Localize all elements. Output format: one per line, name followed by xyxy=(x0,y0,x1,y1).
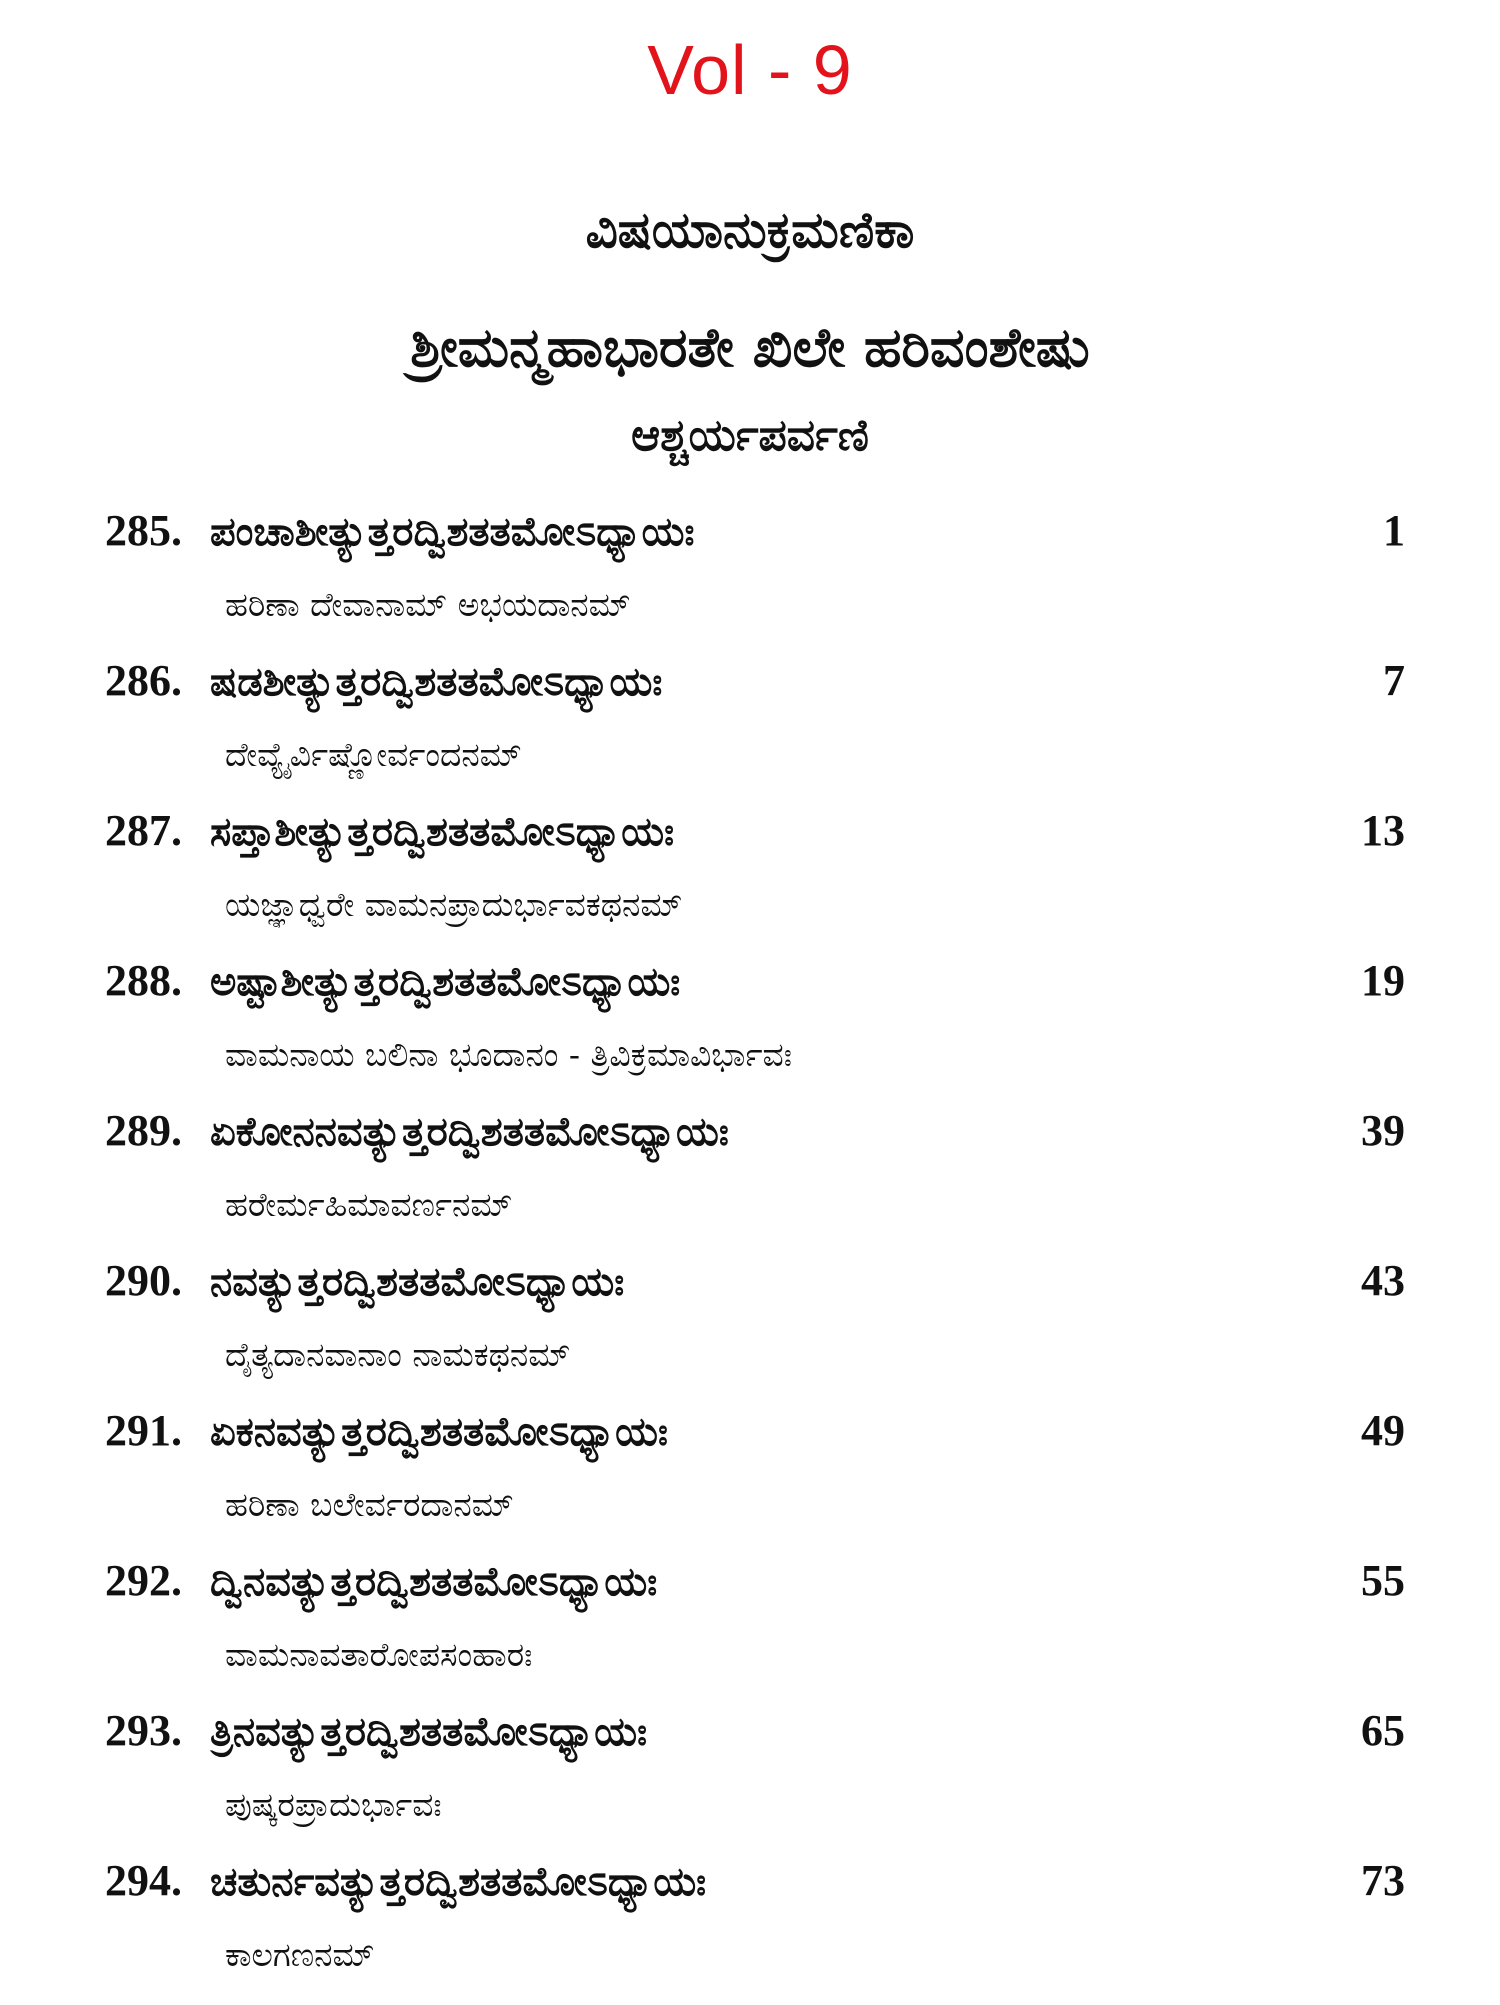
chapter-number: 287. xyxy=(105,806,182,855)
toc-entry xyxy=(105,1555,1405,1705)
chapter-title: ಚತುರ್ನವತ್ಯುತ್ತರದ್ವಿಶತತಮೋಽಧ್ಯಾಯಃ xyxy=(210,1858,707,1905)
toc-entry xyxy=(105,655,1405,805)
contents-heading: ವಿಷಯಾನುಕ್ರಮಣಿಕಾ xyxy=(585,200,915,259)
chapter-subtitle: ಹರೇರ್ಮಹಿಮಾವರ್ಣನಮ್ xyxy=(225,1185,513,1224)
toc-entry xyxy=(105,505,1405,655)
chapter-subtitle: ಯಜ್ಞಾಧ್ವರೇ ವಾಮನಪ್ರಾದುರ್ಭಾವಕಥನಮ್ xyxy=(225,885,683,924)
book-subheading: ಶ್ರೀಮನ್ಮಹಾಭಾರತೇ ಖಿಲೇ ಹರಿವಂಶೇಷು xyxy=(410,315,1090,379)
chapter-subtitle: ಪುಷ್ಕರಪ್ರಾದುರ್ಭಾವಃ xyxy=(225,1785,442,1824)
toc-entry xyxy=(105,1105,1405,1255)
chapter-title: ಅಷ್ಟಾಶೀತ್ಯುತ್ತರದ್ವಿಶತತಮೋಽಧ್ಯಾಯಃ xyxy=(210,958,681,1005)
page-number: 43 xyxy=(1361,1256,1405,1305)
toc-entry xyxy=(105,1705,1405,1855)
chapter-subtitle: ದೇವ್ಯೈರ್ವಿಷ್ಣೋರ್ವಂದನಮ್ xyxy=(225,735,522,774)
chapter-title: ಷಡಶೀತ್ಯುತ್ತರದ್ವಿಶತತಮೋಽಧ್ಯಾಯಃ xyxy=(210,658,663,705)
chapter-subtitle: ವಾಮನಾವತಾರೋಪಸಂಹಾರಃ xyxy=(225,1635,533,1674)
chapter-title: ಸಪ್ತಾಶೀತ್ಯುತ್ತರದ್ವಿಶತತಮೋಽಧ್ಯಾಯಃ xyxy=(210,808,675,855)
chapter-title: ತ್ರಿನವತ್ಯುತ್ತರದ್ವಿಶತತಮೋಽಧ್ಯಾಯಃ xyxy=(210,1708,648,1755)
section-title: ಆಶ್ಚರ್ಯಪರ್ವಣಿ xyxy=(631,410,869,461)
page-number: 73 xyxy=(1361,1856,1405,1905)
chapter-subtitle: ದೈತ್ಯದಾನವಾನಾಂ ನಾಮಕಥನಮ್ xyxy=(225,1335,571,1374)
table-of-contents xyxy=(105,505,1405,2005)
chapter-title: ಏಕನವತ್ಯುತ್ತರದ್ವಿಶತತಮೋಽಧ್ಯಾಯಃ xyxy=(210,1408,668,1455)
chapter-number: 291. xyxy=(105,1406,182,1455)
page-number: 7 xyxy=(1383,656,1405,705)
page-number: 49 xyxy=(1361,1406,1405,1455)
page-number: 19 xyxy=(1361,956,1405,1005)
toc-entry xyxy=(105,955,1405,1105)
chapter-subtitle: ಹರಿಣಾ ಬಲೇರ್ವರದಾನಮ್ xyxy=(225,1485,514,1524)
page-number: 55 xyxy=(1361,1556,1405,1605)
chapter-title: ದ್ವಿನವತ್ಯುತ್ತರದ್ವಿಶತತಮೋಽಧ್ಯಾಯಃ xyxy=(210,1558,658,1605)
chapter-subtitle: ವಾಮನಾಯ ಬಲಿನಾ ಭೂದಾನಂ - ತ್ರಿವಿಕ್ರಮಾವಿರ್ಭಾವಃ xyxy=(225,1035,792,1074)
chapter-number: 290. xyxy=(105,1256,182,1305)
page-number: 13 xyxy=(1361,806,1405,855)
chapter-title: ಏಕೋನನವತ್ಯುತ್ತರದ್ವಿಶತತಮೋಽಧ್ಯಾಯಃ xyxy=(210,1108,729,1155)
chapter-subtitle: ಕಾಲಗಣನಮ್ xyxy=(225,1935,375,1974)
chapter-number: 286. xyxy=(105,656,182,705)
chapter-number: 293. xyxy=(105,1706,182,1755)
toc-entry xyxy=(105,1855,1405,2005)
chapter-number: 285. xyxy=(105,506,182,555)
toc-entry xyxy=(105,1405,1405,1555)
chapter-title: ಪಂಚಾಶೀತ್ಯುತ್ತರದ್ವಿಶತತಮೋಽಧ್ಯಾಯಃ xyxy=(210,508,695,555)
chapter-number: 292. xyxy=(105,1556,182,1605)
toc-entry xyxy=(105,805,1405,955)
chapter-number: 289. xyxy=(105,1106,182,1155)
chapter-subtitle: ಹರಿಣಾ ದೇವಾನಾಮ್ ಅಭಯದಾನಮ್ xyxy=(225,585,631,624)
chapter-number: 288. xyxy=(105,956,182,1005)
toc-entry xyxy=(105,1255,1405,1405)
chapter-number: 294. xyxy=(105,1856,182,1905)
page-number: 65 xyxy=(1361,1706,1405,1755)
volume-label: Vol - 9 xyxy=(647,31,853,109)
page-number: 1 xyxy=(1383,506,1405,555)
page-number: 39 xyxy=(1361,1106,1405,1155)
chapter-title: ನವತ್ಯುತ್ತರದ್ವಿಶತತಮೋಽಧ್ಯಾಯಃ xyxy=(210,1258,625,1305)
